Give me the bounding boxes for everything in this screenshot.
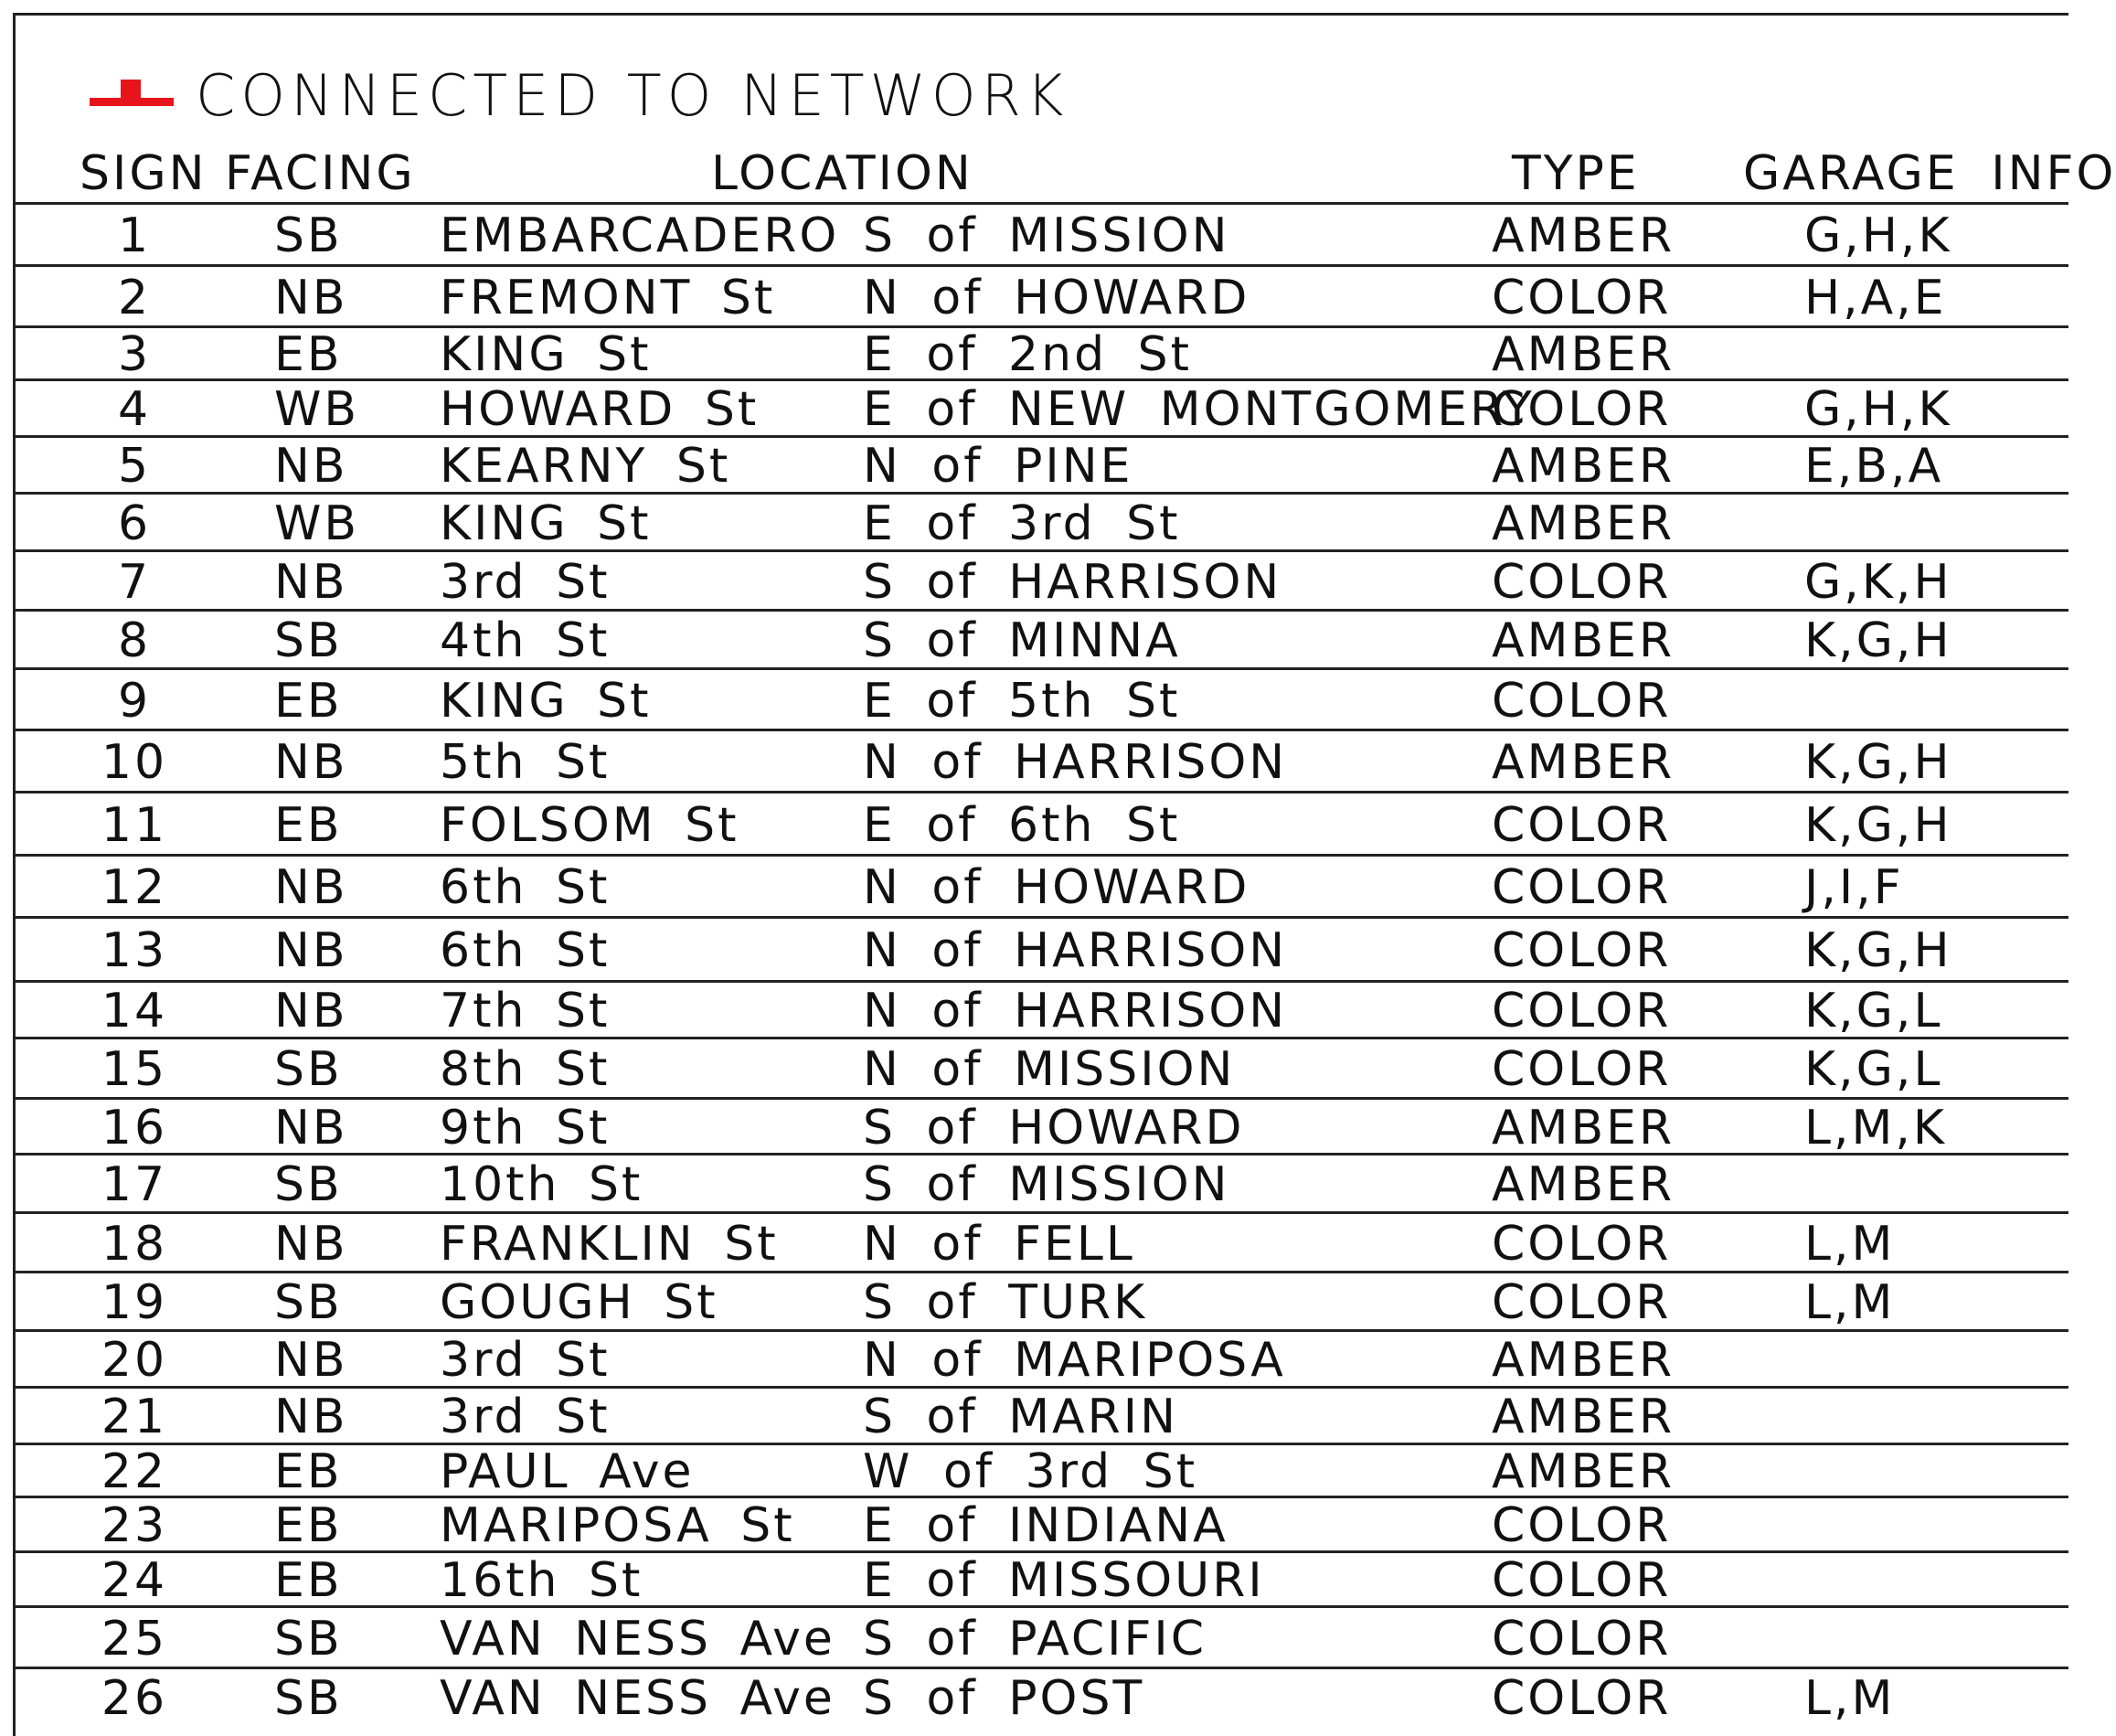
facing-direction: NB xyxy=(274,860,348,915)
sign-number: 6 xyxy=(117,496,152,551)
table-row xyxy=(13,381,2068,438)
table-row xyxy=(13,793,2068,857)
legend-label: CONNECTED TO NETWORK xyxy=(196,61,1069,129)
facing-direction: EB xyxy=(274,1498,343,1553)
garage-info: L,M xyxy=(1804,1275,1896,1330)
header-sign: SIGN xyxy=(80,146,207,201)
location-cross-street: N of FELL xyxy=(863,1217,1135,1272)
header-type: TYPE xyxy=(1512,146,1640,201)
location-street: FRANKLIN St xyxy=(440,1217,779,1272)
sign-number: 22 xyxy=(101,1444,168,1499)
sign-number: 3 xyxy=(117,327,152,382)
sign-number: 19 xyxy=(101,1275,168,1330)
table-header xyxy=(13,139,2116,205)
facing-direction: EB xyxy=(274,798,343,853)
garage-info: G,K,H xyxy=(1804,555,1952,610)
location-cross-street: E of 5th St xyxy=(863,674,1181,729)
garage-info: L,M xyxy=(1804,1217,1896,1272)
table-row xyxy=(13,1389,2068,1445)
table-row xyxy=(13,552,2068,612)
location-cross-street: S of HARRISON xyxy=(863,555,1282,610)
location-cross-street: S of MARIN xyxy=(863,1390,1178,1444)
location-cross-street: W of 3rd St xyxy=(863,1444,1198,1499)
garage-info: E,B,A xyxy=(1804,439,1944,494)
location-cross-street: N of HARRISON xyxy=(863,735,1288,790)
location-street: PAUL Ave xyxy=(440,1444,695,1499)
location-street: KING St xyxy=(440,496,652,551)
location-cross-street: S of TURK xyxy=(863,1275,1148,1330)
location-cross-street: S of MINNA xyxy=(863,613,1181,668)
table-row xyxy=(13,1669,2068,1728)
facing-direction: SB xyxy=(274,208,343,263)
garage-info: G,H,K xyxy=(1804,208,1952,263)
table-row xyxy=(13,1273,2068,1332)
sign-type: COLOR xyxy=(1492,1275,1672,1330)
table-row xyxy=(13,495,2068,552)
facing-direction: EB xyxy=(274,1553,343,1608)
sign-number: 12 xyxy=(101,860,168,915)
location-street: 3rd St xyxy=(440,1333,611,1388)
sign-type: COLOR xyxy=(1492,798,1672,853)
location-cross-street: S of PACIFIC xyxy=(863,1612,1207,1667)
table-row xyxy=(13,1608,2068,1669)
garage-info: K,G,H xyxy=(1804,613,1952,668)
network-connection-icon xyxy=(90,75,174,115)
table-row xyxy=(13,983,2068,1039)
sign-number: 13 xyxy=(101,923,168,978)
table-row xyxy=(13,1100,2068,1156)
sign-number: 16 xyxy=(101,1101,168,1156)
sign-type: COLOR xyxy=(1492,271,1672,325)
facing-direction: EB xyxy=(274,1444,343,1499)
sign-type: COLOR xyxy=(1492,1042,1672,1097)
sign-number: 14 xyxy=(101,984,168,1038)
sign-type: AMBER xyxy=(1492,1333,1675,1388)
sign-type: COLOR xyxy=(1492,1612,1672,1667)
sign-type: AMBER xyxy=(1492,208,1675,263)
location-cross-street: S of MISSION xyxy=(863,208,1230,263)
garage-info: H,A,E xyxy=(1804,271,1947,325)
location-street: 6th St xyxy=(440,860,611,915)
sign-number: 21 xyxy=(101,1390,168,1444)
location-street: 9th St xyxy=(440,1101,611,1156)
location-street: VAN NESS Ave xyxy=(440,1612,835,1667)
sign-number: 20 xyxy=(101,1333,168,1388)
sign-type: AMBER xyxy=(1492,735,1675,790)
location-cross-street: E of 2nd St xyxy=(863,327,1193,382)
header-facing: FACING xyxy=(225,146,416,201)
legend xyxy=(90,59,1069,132)
facing-direction: SB xyxy=(274,1275,343,1330)
facing-direction: EB xyxy=(274,674,343,729)
location-street: KEARNY St xyxy=(440,439,731,494)
table-row xyxy=(13,1445,2068,1498)
location-cross-street: N of HARRISON xyxy=(863,923,1288,978)
sign-number: 17 xyxy=(101,1157,168,1212)
location-cross-street: S of POST xyxy=(863,1671,1145,1726)
facing-direction: NB xyxy=(274,555,348,610)
location-street: HOWARD St xyxy=(440,382,760,437)
sign-number: 10 xyxy=(101,735,168,790)
sign-type: COLOR xyxy=(1492,382,1672,437)
location-street: 3rd St xyxy=(440,555,611,610)
location-street: 5th St xyxy=(440,735,611,790)
table-row xyxy=(13,1156,2068,1214)
sign-number: 18 xyxy=(101,1217,168,1272)
location-cross-street: E of MISSOURI xyxy=(863,1553,1265,1608)
location-street: VAN NESS Ave xyxy=(440,1671,835,1726)
garage-info: K,G,L xyxy=(1804,1042,1943,1097)
location-street: FREMONT St xyxy=(440,271,776,325)
location-cross-street: N of PINE xyxy=(863,439,1133,494)
facing-direction: SB xyxy=(274,1612,343,1667)
sign-number: 4 xyxy=(117,382,152,437)
sign-number: 1 xyxy=(117,208,152,263)
facing-direction: NB xyxy=(274,923,348,978)
header-location: LOCATION xyxy=(711,146,973,201)
location-cross-street: S of MISSION xyxy=(863,1157,1230,1212)
sign-number: 23 xyxy=(101,1498,168,1553)
sign-number: 5 xyxy=(117,439,152,494)
facing-direction: NB xyxy=(274,1333,348,1388)
sign-number: 25 xyxy=(101,1612,168,1667)
garage-info: K,G,L xyxy=(1804,984,1943,1038)
sign-type: COLOR xyxy=(1492,674,1672,729)
table-row xyxy=(13,1498,2068,1553)
sign-type: COLOR xyxy=(1492,1498,1672,1553)
table-row xyxy=(13,612,2068,670)
location-cross-street: N of MISSION xyxy=(863,1042,1236,1097)
sign-type: AMBER xyxy=(1492,1444,1675,1499)
facing-direction: NB xyxy=(274,271,348,325)
facing-direction: EB xyxy=(274,327,343,382)
location-cross-street: S of HOWARD xyxy=(863,1101,1245,1156)
garage-info: K,G,H xyxy=(1804,798,1952,853)
location-street: 16th St xyxy=(440,1553,643,1608)
location-street: KING St xyxy=(440,327,652,382)
table-row xyxy=(13,857,2068,919)
location-street: KING St xyxy=(440,674,652,729)
location-cross-street: E of NEW MONTGOMERY xyxy=(863,382,1535,437)
location-street: EMBARCADERO xyxy=(440,208,840,263)
location-street: 10th St xyxy=(440,1157,643,1212)
sign-type: COLOR xyxy=(1492,860,1672,915)
table-row xyxy=(13,1214,2068,1273)
location-street: 3rd St xyxy=(440,1390,611,1444)
garage-info: K,G,H xyxy=(1804,923,1952,978)
table-row xyxy=(13,267,2068,328)
table-row xyxy=(13,670,2068,731)
location-street: 4th St xyxy=(440,613,611,668)
location-cross-street: E of 6th St xyxy=(863,798,1181,853)
sign-type: COLOR xyxy=(1492,1553,1672,1608)
table-row xyxy=(13,1332,2068,1389)
facing-direction: SB xyxy=(274,1157,343,1212)
sign-number: 24 xyxy=(101,1553,168,1608)
sign-type: AMBER xyxy=(1492,327,1675,382)
location-street: 6th St xyxy=(440,923,611,978)
sign-type: AMBER xyxy=(1492,1157,1675,1212)
location-street: 8th St xyxy=(440,1042,611,1097)
location-street: MARIPOSA St xyxy=(440,1498,795,1553)
sign-number: 9 xyxy=(117,674,152,729)
facing-direction: NB xyxy=(274,1217,348,1272)
facing-direction: NB xyxy=(274,984,348,1038)
sign-type: COLOR xyxy=(1492,555,1672,610)
location-cross-street: E of 3rd St xyxy=(863,496,1181,551)
sign-type: COLOR xyxy=(1492,923,1672,978)
facing-direction: WB xyxy=(274,496,360,551)
sign-type: COLOR xyxy=(1492,1671,1672,1726)
sign-number: 7 xyxy=(117,555,152,610)
facing-direction: SB xyxy=(274,1671,343,1726)
facing-direction: SB xyxy=(274,613,343,668)
sign-type: AMBER xyxy=(1492,1390,1675,1444)
sign-number: 2 xyxy=(117,271,152,325)
garage-info: J,I,F xyxy=(1804,860,1904,915)
facing-direction: WB xyxy=(274,382,360,437)
location-street: GOUGH St xyxy=(440,1275,718,1330)
sign-type: AMBER xyxy=(1492,613,1675,668)
table-row xyxy=(13,205,2068,267)
sign-number: 8 xyxy=(117,613,152,668)
facing-direction: NB xyxy=(274,1101,348,1156)
facing-direction: NB xyxy=(274,439,348,494)
facing-direction: NB xyxy=(274,735,348,790)
facing-direction: NB xyxy=(274,1390,348,1444)
table-row xyxy=(13,731,2068,793)
garage-info: G,H,K xyxy=(1804,382,1952,437)
sign-type: AMBER xyxy=(1492,496,1675,551)
garage-info: L,M xyxy=(1804,1671,1896,1726)
location-cross-street: N of HARRISON xyxy=(863,984,1288,1038)
sign-number: 11 xyxy=(101,798,168,853)
location-cross-street: E of INDIANA xyxy=(863,1498,1228,1553)
header-garage-info: GARAGE INFO xyxy=(1743,146,2116,201)
table-row xyxy=(13,328,2068,381)
sign-type: COLOR xyxy=(1492,984,1672,1038)
table-row xyxy=(13,1553,2068,1608)
sign-type: COLOR xyxy=(1492,1217,1672,1272)
table-row xyxy=(13,919,2068,983)
location-street: FOLSOM St xyxy=(440,798,739,853)
sign-table xyxy=(13,205,2068,1728)
location-cross-street: N of HOWARD xyxy=(863,860,1250,915)
sign-number: 26 xyxy=(101,1671,168,1726)
location-street: 7th St xyxy=(440,984,611,1038)
table-row xyxy=(13,1039,2068,1100)
garage-info: K,G,H xyxy=(1804,735,1952,790)
sign-type: AMBER xyxy=(1492,439,1675,494)
garage-info: L,M,K xyxy=(1804,1101,1947,1156)
table-row xyxy=(13,438,2068,495)
sign-number: 15 xyxy=(101,1042,168,1097)
facing-direction: SB xyxy=(274,1042,343,1097)
location-cross-street: N of MARIPOSA xyxy=(863,1333,1286,1388)
sign-type: AMBER xyxy=(1492,1101,1675,1156)
location-cross-street: N of HOWARD xyxy=(863,271,1250,325)
